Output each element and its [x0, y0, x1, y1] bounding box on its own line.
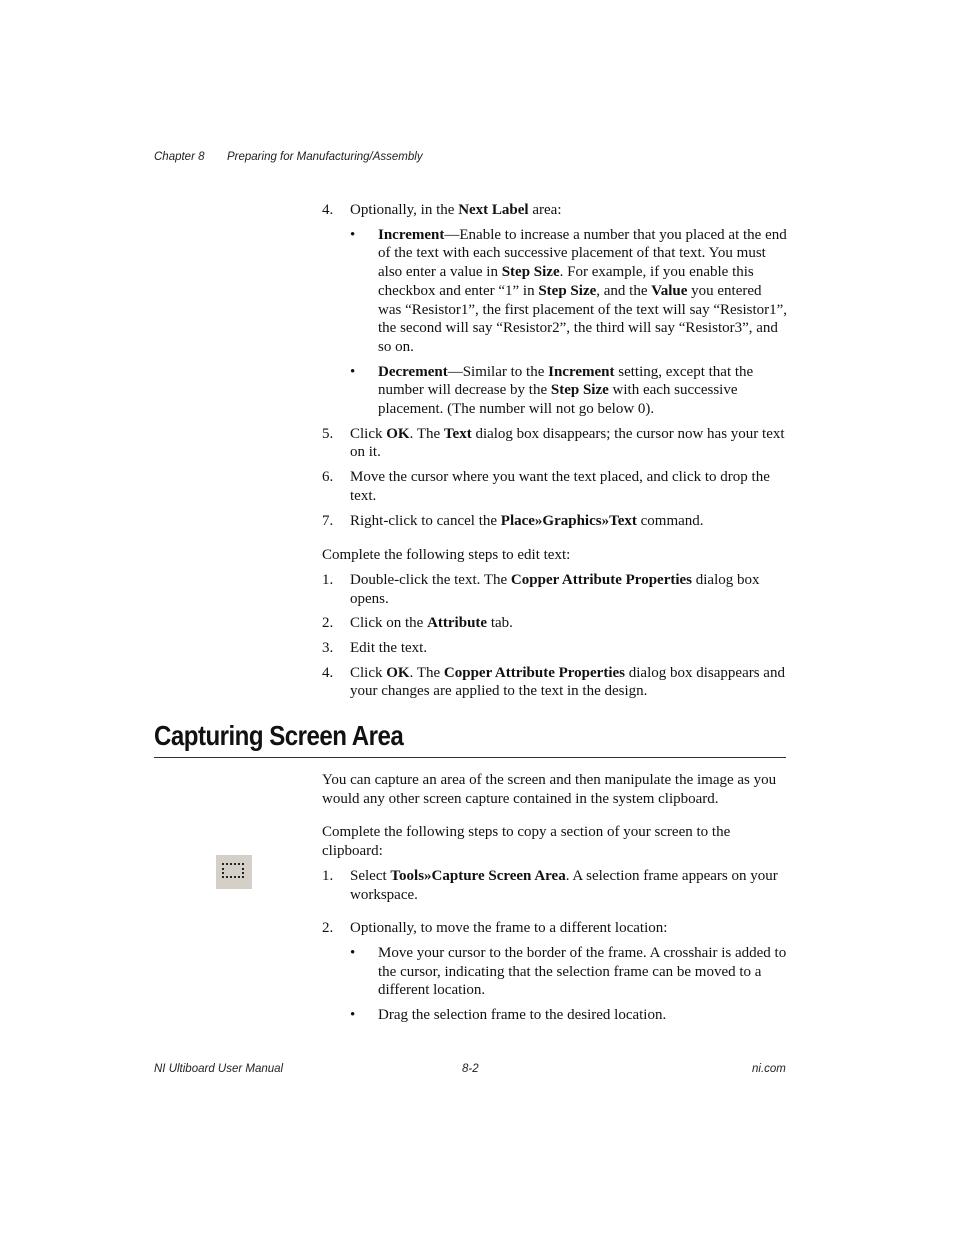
step-text: dialog box opens.: [350, 571, 760, 607]
step-bold: Attribute: [427, 615, 488, 632]
step-text: area:: [528, 202, 562, 218]
step-text: Click: [350, 425, 387, 442]
step-6-move-cursor: [322, 468, 788, 505]
running-header-chapter: Chapter 8: [154, 151, 205, 163]
edit-step-4: [322, 664, 788, 701]
step-text: . The: [409, 664, 444, 681]
bullet-text: —Similar to the: [447, 363, 549, 380]
step-bold: Place»Graphics»Text: [500, 512, 637, 529]
step-text: dialog box disappears and your changes are applied to the text in the design.: [350, 664, 785, 700]
step-bold: Tools»Capture Screen Area: [390, 867, 566, 884]
step-number: 6.: [322, 469, 334, 486]
capture-section-body: [322, 771, 788, 1025]
bullet-increment: [350, 226, 788, 357]
bullet-move-cursor: [350, 944, 788, 1000]
selection-frame-glyph: [222, 863, 244, 878]
step-text: . The: [409, 425, 444, 442]
bullet-bold: Increment: [378, 226, 445, 243]
bullet-bold: Step Size: [550, 382, 609, 399]
step-bold: OK: [386, 425, 410, 442]
bullet-bold: Value: [651, 282, 688, 299]
section-heading: Capturing Screen Area: [154, 720, 404, 751]
step-text: Select: [350, 867, 391, 884]
bullet-bold: Step Size: [538, 282, 597, 299]
capture-screen-area-icon: [216, 855, 252, 889]
step-bold: Next Label: [458, 202, 529, 218]
step-text: Double-click the text. The: [350, 571, 511, 588]
edit-step-3: [322, 639, 788, 658]
step-text: command.: [636, 512, 704, 529]
step-7-right-click: [322, 512, 788, 531]
edit-step-2: [322, 614, 788, 633]
capture-step-2: [322, 919, 788, 938]
step-number: 1.: [322, 867, 334, 884]
bullet-text: Move your cursor to the border of the frame. A crosshair is added to the cursor, indicating that the selection frame can be moved to a different location.: [378, 944, 787, 999]
step-bold: Copper Attribute Properties: [443, 664, 625, 681]
heading-rule: [154, 757, 786, 758]
step-text: Click on the: [350, 615, 428, 632]
bullet-text: . For example, if you enable this checkbox and enter “1” in: [378, 264, 754, 299]
bullet-text: , and the: [596, 282, 652, 299]
step-4-next-label: [322, 201, 788, 220]
step-text: Edit the text.: [350, 640, 428, 657]
footer-manual-title: NI Ultiboard User Manual: [154, 1063, 284, 1075]
step-number: 5.: [322, 425, 334, 442]
bullet-bold: Increment: [548, 363, 615, 380]
capture-step-1: [322, 867, 788, 904]
step-text: Move the cursor where you want the text placed, and click to drop the text.: [350, 469, 770, 504]
bullet-text: Drag the selection frame to the desired location.: [378, 1007, 667, 1024]
step-bold: Text: [443, 425, 472, 442]
bullet-marker: •: [350, 226, 356, 243]
step-number: 1.: [322, 571, 334, 588]
step-number: 4.: [322, 664, 334, 681]
copy-steps-intro: Complete the following steps to copy a section of your screen to the clipboard:: [322, 824, 731, 860]
bullet-bold: Step Size: [501, 264, 560, 281]
step-text: tab.: [487, 615, 513, 632]
bullet-drag-frame: [350, 1006, 788, 1025]
step-number: 4.: [322, 202, 334, 218]
bullet-text: you entered was “Resistor1”, the first placement of the text will say “Resistor1”, the second will say “Resistor2”, the third will say “Resistor3”, and so on.: [378, 282, 788, 355]
footer-page-number: 8-2: [462, 1063, 479, 1075]
bullet-decrement: [350, 363, 788, 419]
step-text: Optionally, to move the frame to a different location:: [350, 920, 668, 937]
bullet-marker: •: [350, 944, 356, 961]
edit-text-intro: Complete the following steps to edit text:: [322, 547, 571, 564]
step-bold: OK: [386, 664, 410, 681]
step-number: 7.: [322, 512, 334, 529]
step-text: Optionally, in the: [350, 202, 459, 218]
step-bold: Copper Attribute Properties: [510, 571, 693, 588]
edit-step-1: [322, 571, 788, 608]
bullet-text: setting, except that the number will decrease by the: [378, 363, 754, 399]
step-number: 2.: [322, 920, 334, 937]
bullet-marker: •: [350, 363, 356, 380]
step-text: dialog box disappears; the cursor now has your text on it.: [350, 425, 785, 461]
bullet-text: with each successive placement. (The number will not go below 0).: [378, 382, 738, 418]
bullet-text: —Enable to increase a number that you placed at the end of the text with each successive placement of that text. You must also enter a value in: [378, 226, 787, 281]
running-header-title: Preparing for Manufacturing/Assembly: [227, 151, 423, 163]
step-number: 2.: [322, 615, 334, 632]
step-text: Click: [350, 664, 387, 681]
bullet-bold: Decrement: [378, 363, 448, 380]
footer-website-link[interactable]: ni.com: [752, 1063, 786, 1075]
step-text: . A selection frame appears on your workspace.: [350, 867, 778, 903]
step-5-click-ok: [322, 425, 788, 462]
steps-place-text: [322, 201, 788, 701]
step-number: 3.: [322, 640, 334, 657]
capture-intro: You can capture an area of the screen and then manipulate the image as you would any other screen capture contained in the system clipboard.: [322, 772, 777, 807]
bullet-marker: •: [350, 1007, 356, 1024]
step-text: Right-click to cancel the: [350, 512, 501, 529]
